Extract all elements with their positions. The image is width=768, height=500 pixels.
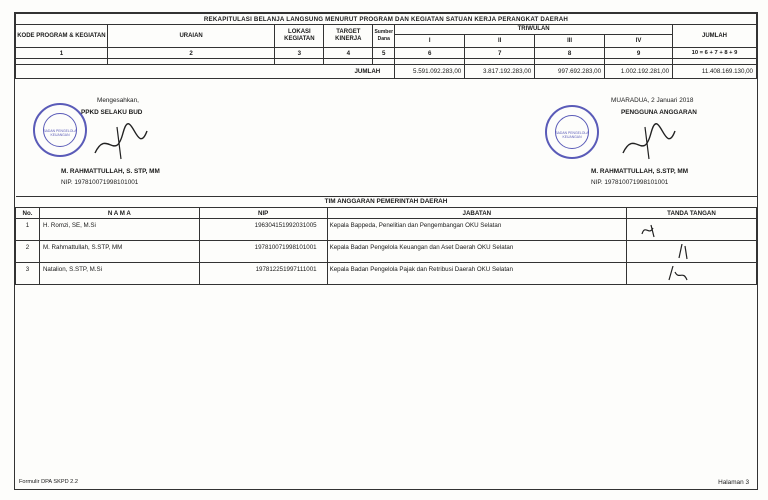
team-header-nip: NIP	[199, 208, 327, 219]
total-q1: 5.591.092.283,00	[395, 65, 465, 79]
row-nip: 197812251997111001	[199, 263, 327, 285]
row-no: 3	[16, 263, 40, 285]
header-q3: III	[535, 35, 605, 48]
svg-text:KEUANGAN: KEUANGAN	[50, 133, 70, 137]
row-jabatan: Kepala Bappeda, Penelitian dan Pengembangan OKU Selatan	[327, 219, 626, 241]
right-signer-nip: NIP. 197810071998101001	[591, 179, 669, 186]
team-header-no: No.	[16, 208, 40, 219]
team-table	[15, 196, 757, 285]
col-number: 8	[535, 48, 605, 59]
header-q1: I	[395, 35, 465, 48]
col-number: 9	[605, 48, 673, 59]
row-nama: M. Rahmattullah, S.STP, MM	[39, 241, 199, 263]
team-title: TIM ANGGARAN PEMERINTAH DAERAH	[16, 197, 757, 208]
row-no: 1	[16, 219, 40, 241]
right-place-date: MUARADUA, 2 Januari 2018	[611, 97, 694, 104]
total-sum: 11.408.169.130,00	[673, 65, 757, 79]
left-approval-label: Mengesahkan,	[97, 97, 139, 104]
col-number: 7	[465, 48, 535, 59]
header-jumlah: JUMLAH	[673, 25, 757, 48]
right-role-title: PENGGUNA ANGGARAN	[621, 109, 697, 116]
row-nip: 197810071998101001	[199, 241, 327, 263]
row-signature	[627, 219, 757, 241]
left-signature-scribble	[87, 123, 157, 163]
header-lokasi: LOKASI KEGIATAN	[275, 25, 324, 48]
svg-text:BADAN PENGELOLA: BADAN PENGELOLA	[555, 131, 589, 135]
team-header-nama: N A M A	[39, 208, 199, 219]
row-no: 2	[16, 241, 40, 263]
table-row	[16, 219, 757, 241]
total-q4: 1.002.192.281,00	[605, 65, 673, 79]
header-sumber: Sumber Dana	[373, 25, 395, 48]
summary-table	[15, 13, 757, 79]
official-stamp-right	[545, 105, 599, 159]
header-q2: II	[465, 35, 535, 48]
header-q4: IV	[605, 35, 673, 48]
svg-text:KEUANGAN: KEUANGAN	[562, 135, 582, 139]
document-page	[14, 12, 758, 490]
row-jabatan: Kepala Badan Pengelola Keuangan dan Aset Daerah OKU Selatan	[327, 241, 626, 263]
team-header-jabatan: JABATAN	[327, 208, 626, 219]
summary-title: REKAPITULASI BELANJA LANGSUNG MENURUT PROGRAM DAN KEGIATAN SATUAN KERJA PERANGKAT DAERAH	[16, 14, 757, 25]
form-code: Formulir DPA SKPD 2.2	[19, 479, 78, 485]
left-signer-name: M. RAHMATTULLAH, S. STP, MM	[61, 168, 160, 175]
col-number: 2	[107, 48, 275, 59]
row-signature	[627, 263, 757, 285]
row-signature	[627, 241, 757, 263]
right-signer-name: M. RAHMATTULLAH, S.STP, MM	[591, 168, 689, 175]
row-nama: Natalion, S.STP, M.Si	[39, 263, 199, 285]
table-row	[16, 241, 757, 263]
svg-text:BADAN PENGELOLA: BADAN PENGELOLA	[43, 129, 77, 133]
row-nama: H. Romzi, SE, M.Si	[39, 219, 199, 241]
total-q3: 997.692.283,00	[535, 65, 605, 79]
total-q2: 3.817.192.283,00	[465, 65, 535, 79]
col-number: 10 = 6 + 7 + 8 + 9	[673, 48, 757, 59]
team-header-ttd: TANDA TANGAN	[627, 208, 757, 219]
total-label: JUMLAH	[16, 65, 395, 79]
page-number: Halaman 3	[718, 479, 749, 486]
header-triwulan: TRIWULAN	[395, 25, 673, 35]
col-number: 4	[324, 48, 373, 59]
left-signer-nip: NIP. 197810071998101001	[61, 179, 139, 186]
col-number: 6	[395, 48, 465, 59]
table-row	[16, 263, 757, 285]
official-stamp-left	[33, 103, 87, 157]
left-role-title: PPKD SELAKU BUD	[81, 109, 143, 116]
header-kode: KODE PROGRAM & KEGIATAN	[16, 25, 108, 48]
right-signature-scribble	[615, 123, 685, 163]
col-number: 1	[16, 48, 108, 59]
row-nip: 196304151992031005	[199, 219, 327, 241]
header-target: TARGET KINERJA	[324, 25, 373, 48]
row-jabatan: Kepala Badan Pengelola Pajak dan Retribusi Daerah OKU Selatan	[327, 263, 626, 285]
col-number: 5	[373, 48, 395, 59]
header-uraian: URAIAN	[107, 25, 275, 48]
col-number: 3	[275, 48, 324, 59]
